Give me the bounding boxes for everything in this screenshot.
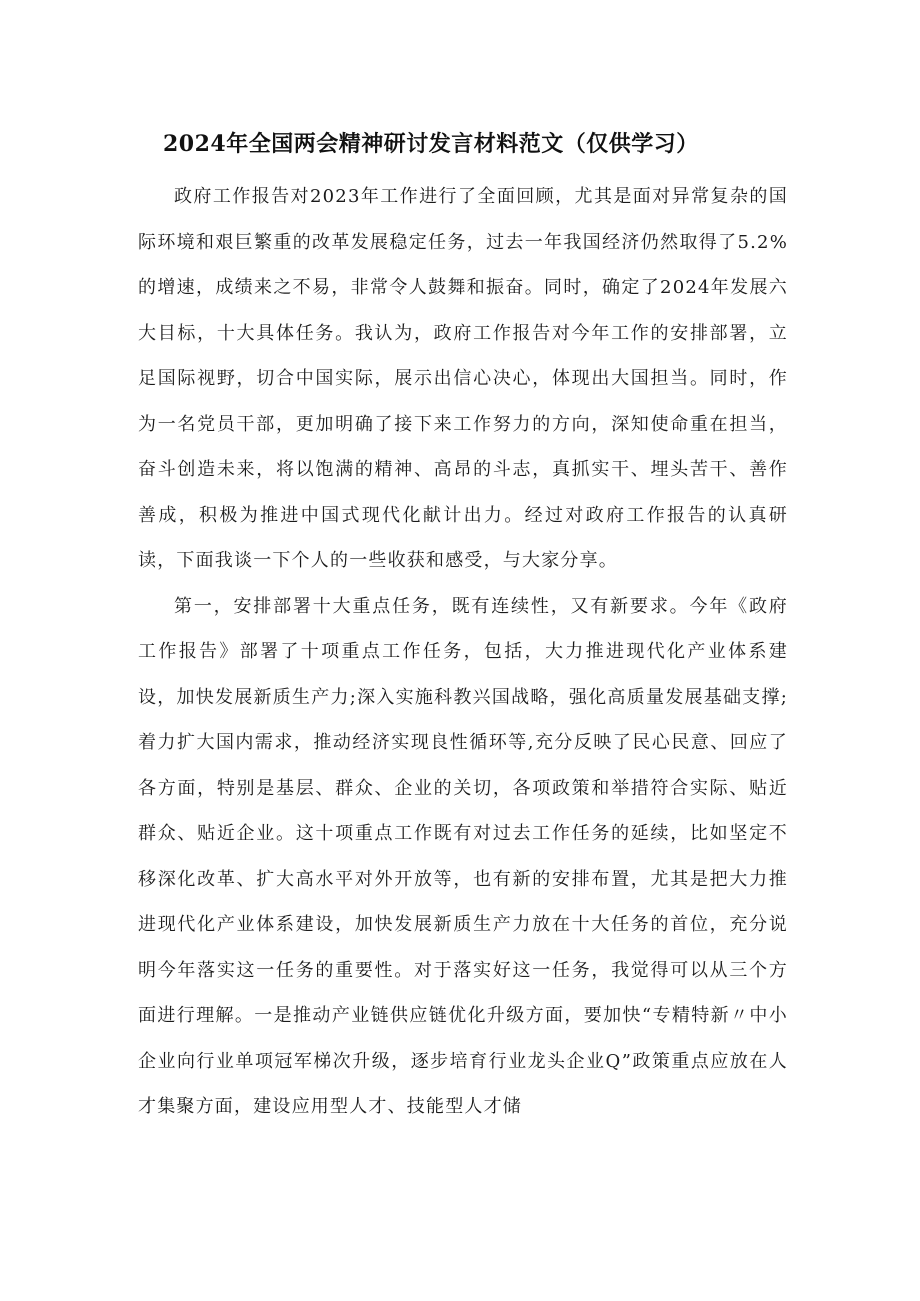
paragraph-2: 第一，安排部署十大重点任务，既有连续性，又有新要求。今年《政府工作报告》部署了十项重点工作任务，包括，大力推进现代化产业体系建设，加快发展新质生产力;深入实施科教兴国战略，强化高质量发展基础支撑;着力扩大国内需求，推动经济实现良性循环等,充分反映了民心民意、回应了各方面，特别是基层、群众、企业的关切，各项政策和举措符合实际、贴近群众、贴近企业。这十项重点工作既有对过去工作任务的延续，比如坚定不移深化改革、扩大高水平对外开放等，也有新的安排布置，尤其是把大力推进现代化产业体系建设，加快发展新质生产力放在十大任务的首位，充分说明今年落实这一任务的重要性。对于落实好这一任务，我觉得可以从三个方面进行理解。一是推动产业链供应链优化升级方面，要加快“专精特新〃中小企业向行业单项冠军梯次升级，逐步培育行业龙头企业Q”政策重点应放在人才集聚方面，建设应用型人才、技能型人才储 xyxy=(138,595,788,1117)
document-title: 2024年全国两会精神研讨发言材料范文（仅供学习） xyxy=(163,131,699,157)
paragraph-1: 政府工作报告对2023年工作进行了全面回顾，尤其是面对异常复杂的国际环境和艰巨繁重的改革发展稳定任务，过去一年我国经济仍然取得了5.2%的增速，成绩来之不易，非常令人鼓舞和振奋。同时，确定了2024年发展六大目标，十大具体任务。我认为，政府工作报告对今年工作的安排部署，立足国际视野，切合中国实际，展示出信心决心，体现出大国担当。同时，作为一名党员干部，更加明确了接下来工作努力的方向，深知使命重在担当，奋斗创造未来，将以饱满的精神、高昂的斗志，真抓实干、埋头苦干、善作善成，积极为推进中国式现代化献计出力。经过对政府工作报告的认真研读，下面我谈一下个人的一些收获和感受，与大家分享。 xyxy=(138,186,788,571)
document-body xyxy=(138,174,788,1130)
